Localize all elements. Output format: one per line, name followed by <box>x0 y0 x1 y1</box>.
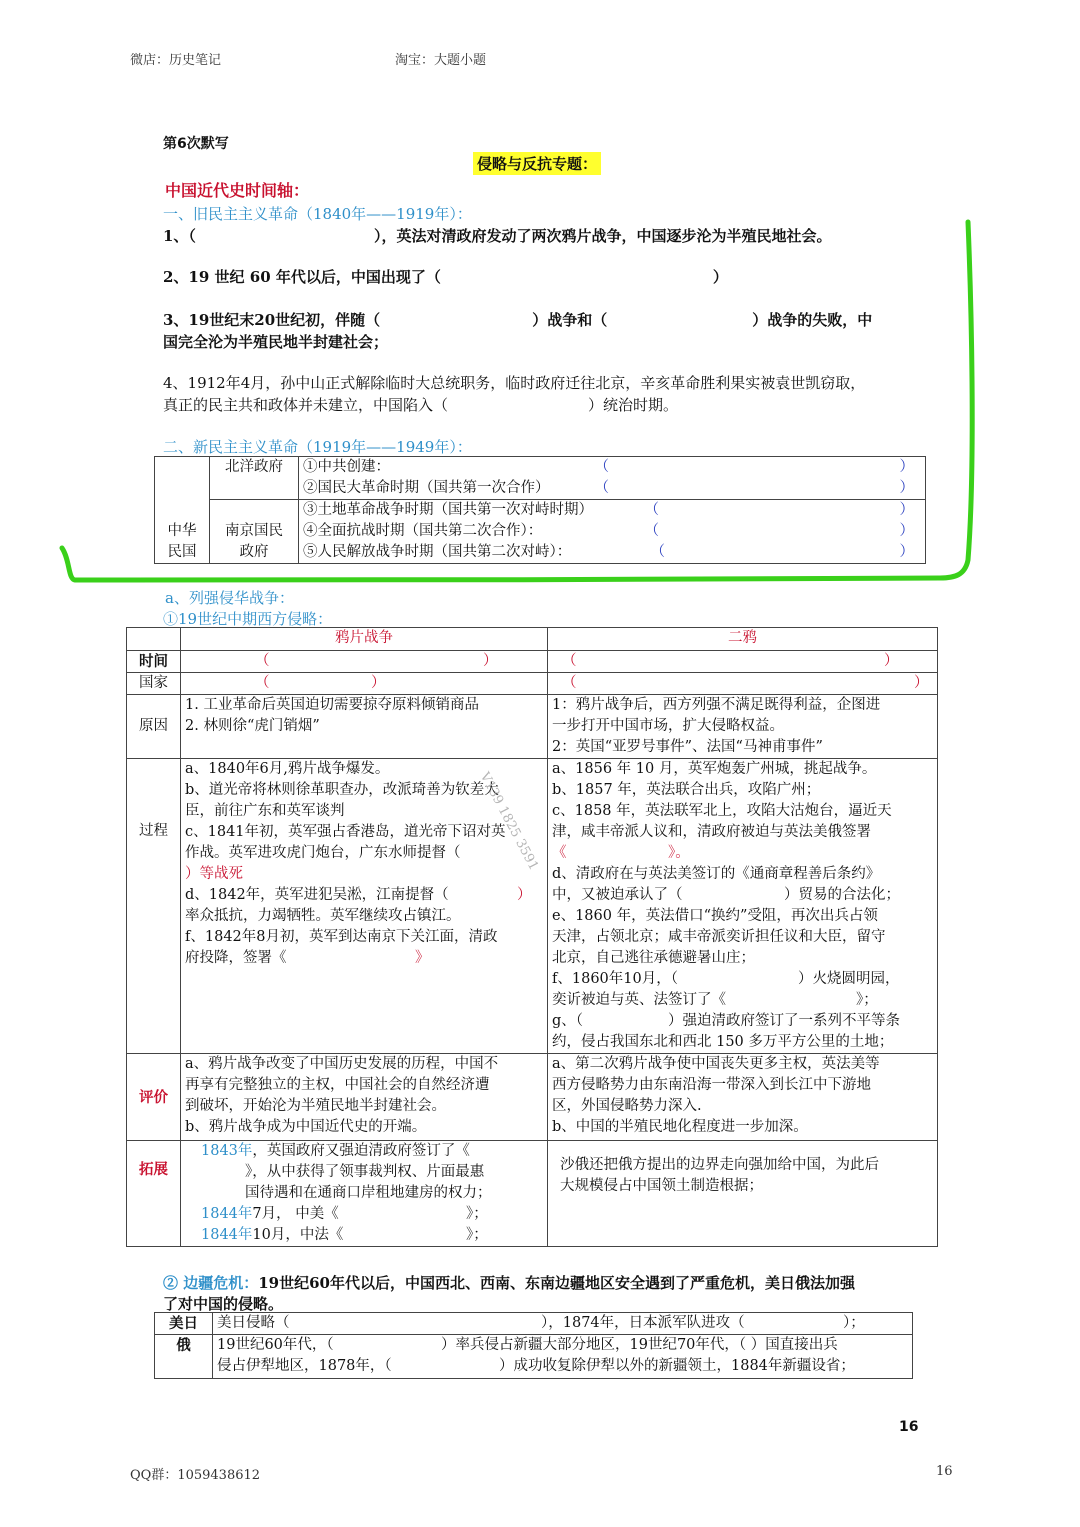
period-row-2 <box>299 478 926 500</box>
q4-line2 <box>163 394 678 415</box>
part-a-sub: ①19世纪中期西方侵略： <box>163 610 333 628</box>
proc1-f-close: 》 <box>415 950 430 966</box>
process-cell-2 <box>548 759 938 1054</box>
ext1-line-4 <box>201 1204 543 1225</box>
proc2-line-11-text: f、1860年10月，（ <box>552 971 678 987</box>
frontier-row1-head: 美日 <box>155 1313 213 1335</box>
eval2-line-2: 西方侵略势力由东南沿海一带深入到长江中下游地 <box>552 1077 871 1093</box>
ext1-text-1: ，英国政府又强迫清政府签订了《 <box>252 1143 470 1159</box>
eval1-line-2: 再享有完整独立的主权，中国社会的自然经济遭 <box>185 1077 490 1093</box>
frontier-row2-d: ）成功收复除伊犁以外的新疆领土，1884年新疆设省； <box>499 1358 855 1374</box>
proc1-line-2: b、道光帝将林则徐革职查办，改派琦善为钦差大 <box>185 782 499 798</box>
q1-part-a: 1、（ <box>163 227 196 245</box>
proc1-line-6: ）等战死 <box>185 866 243 882</box>
period-label-3: ③土地革命战争时期（国共第一次对峙时期） <box>303 502 593 518</box>
topic-title: 侵略与反抗专题： <box>473 152 601 175</box>
frontier-row2-head: 俄 <box>155 1335 213 1379</box>
proc1-line-4: c、1841年初，英军强占香港岛，道光帝下诏对英 <box>185 824 506 840</box>
timeline-title: 中国近代史时间轴： <box>165 181 310 200</box>
proc2-line-11 <box>552 969 933 990</box>
country2-close: ） <box>914 675 929 691</box>
period-label-2: ②国民大革命时期（国共第一次合作） <box>303 480 550 496</box>
q2-part-a: 2、19 世纪 60 年代以后，中国出现了（ <box>163 268 441 286</box>
ext1-text-4: 7月， 中美《 <box>252 1206 339 1222</box>
proc2-line-5 <box>552 843 933 864</box>
frontier-row1-a: 美日侵略（ <box>217 1315 290 1331</box>
nanjing-line-2: 政府 <box>239 544 269 560</box>
proc1-d-close: ） <box>517 887 532 903</box>
country1-open: （ <box>255 675 270 691</box>
period-close-5: ） <box>899 544 914 560</box>
frontier-row2-c: 侵占伊犁地区，1878年，（ <box>217 1358 392 1374</box>
proc2-line-2: b、1857 年，英法联合出兵，攻陷广州； <box>552 782 821 798</box>
proc2-g-tail: ）强迫清政府签订了一系列不平等条 <box>668 1013 900 1029</box>
doc-label: 第6次默写 <box>163 136 229 152</box>
row-time-label: 时间 <box>127 651 181 673</box>
proc2-c-open: 《 <box>552 845 567 861</box>
frontier-row1-c: ）； <box>843 1315 865 1331</box>
period-row-3 <box>299 500 926 522</box>
row-process-label: 过程 <box>127 759 181 1054</box>
country2-open: （ <box>562 675 577 691</box>
header-taobao: 淘宝：大题小题 <box>395 53 487 68</box>
war-table <box>126 627 938 1247</box>
period-open-1: （ <box>594 459 609 475</box>
ext1-text-2: 》，从中获得了领事裁判权、片面最惠 <box>245 1164 485 1180</box>
eval1-line-1: a、鸦片战争改变了中国历史发展的历程，中国不 <box>185 1056 499 1072</box>
proc2-line-7 <box>552 885 933 906</box>
eval2-line-3: 区，外国侵略势力深入. <box>552 1098 702 1114</box>
period-row-4 <box>299 521 926 542</box>
eval-cell-1 <box>181 1054 548 1141</box>
beiyang-gov: 北洋政府 <box>210 457 299 500</box>
proc1-line-3: 臣，前往广东和英军谈判 <box>185 803 345 819</box>
frontier-table <box>154 1312 913 1379</box>
proc2-line-6: d、清政府在与英法美签订的《通商章程善后条约》 <box>552 866 881 882</box>
watermark-text: V139 1825 3591 <box>476 770 542 873</box>
ext-cell-2 <box>548 1141 938 1247</box>
proc2-line-13-text: g、（ <box>552 1013 584 1029</box>
eval1-line-3: 到破坏，开始沦为半殖民地半封建社会。 <box>185 1098 446 1114</box>
time2-close: ） <box>884 653 899 669</box>
nanjing-line-1: 南京国民 <box>225 523 283 539</box>
section1-title: 一、旧民主主义革命（1840年——1919年）： <box>163 205 472 223</box>
ext1-year-1844b: 1844年 <box>201 1227 253 1243</box>
q1 <box>163 225 831 246</box>
proc1-line-7-text: d、1842年，英军进犯吴淞，江南提督（ <box>185 887 449 903</box>
country-cell-2 <box>548 673 938 695</box>
cause2-line-1: 1：鸦片战争后，西方列强不满足既得利益，企图进 <box>552 697 881 713</box>
war-head-opium: 鸦片战争 <box>181 628 548 651</box>
proc2-line-3: c、1858 年，英法联军北上，攻陷大沽炮台，逼近天 <box>552 803 892 819</box>
time1-close: ） <box>483 653 498 669</box>
period-row-5 <box>299 542 926 564</box>
proc2-line-13 <box>552 1011 933 1032</box>
cause1-line-2: 2. 林则徐“虎门销烟” <box>185 718 320 734</box>
ext1-year-1844a: 1844年 <box>201 1206 253 1222</box>
page-number: 16 <box>899 1419 919 1435</box>
period-label-5: ⑤人民解放战争时期（国共第二次对峙）： <box>303 544 572 560</box>
proc2-line-9: 天津，占领北京；咸丰帝派奕䜣担任议和大臣，留守 <box>552 929 886 945</box>
period-close-3: ） <box>899 502 914 518</box>
footer-page: 16 <box>936 1464 953 1479</box>
proc2-line-1: a、1856 年 10 月，英军炮轰广州城，挑起战争。 <box>552 761 877 777</box>
frontier-row2-a: 19世纪60年代，（ <box>217 1337 334 1353</box>
time2-open: （ <box>562 653 577 669</box>
eval-cell-2 <box>548 1054 938 1141</box>
proc1-line-8: 率众抵抗，力竭牺牲。英军继续攻占镇江。 <box>185 908 461 924</box>
country-cell-1 <box>181 673 548 695</box>
period-era <box>155 457 210 564</box>
proc1-line-7 <box>185 885 543 906</box>
eval2-line-4: b、中国的半殖民地化程度进一步加深。 <box>552 1119 808 1135</box>
nanjing-gov <box>210 500 299 564</box>
proc1-line-1: a、1840年6月,鸦片战争爆发。 <box>185 761 390 777</box>
proc1-line-10-text: 府投降，签署《 <box>185 950 287 966</box>
proc2-line-14: 约，侵占我国东北和西北 150 多万平方公里的土地； <box>552 1034 894 1050</box>
ext-cell-1 <box>181 1141 548 1247</box>
country1-close: ） <box>371 675 386 691</box>
eval2-line-1: a、第二次鸦片战争使中国丧失更多主权，英法美等 <box>552 1056 880 1072</box>
part-b-line2: 了对中国的侵略。 <box>163 1295 284 1313</box>
row-ext-label: 拓展 <box>127 1141 181 1247</box>
period-close-4: ） <box>899 523 914 539</box>
part-b-line1 <box>163 1272 855 1293</box>
frontier-row1-b: ），1874年，日本派军队进攻（ <box>541 1315 745 1331</box>
ext2-line-1: 沙俄还把俄方提出的边界走向强加给中国，为此后 <box>560 1157 879 1173</box>
proc2-f-tail: ）火烧圆明园， <box>798 971 900 987</box>
proc2-line-12-text: 奕䜣被迫与英、法签订了《 <box>552 992 726 1008</box>
row-cause-label: 原因 <box>127 695 181 759</box>
period-open-2: （ <box>594 480 609 496</box>
ext1-year-1843: 1843年 <box>201 1143 253 1159</box>
q2 <box>163 266 728 287</box>
q4-part-c: ）统治时期。 <box>588 396 679 414</box>
period-open-3: （ <box>644 502 659 518</box>
ext1-line-5 <box>201 1225 543 1246</box>
ext1-text-3: 国待遇和在通商口岸租地建房的权力； <box>245 1185 492 1201</box>
proc2-line-4: 津，咸丰帝派人议和，清政府被迫与英法美俄签署 <box>552 824 871 840</box>
ext1-text-6: 10月，中法《 <box>252 1227 344 1243</box>
ext1-text-7: 》； <box>466 1227 488 1243</box>
proc1-line-10 <box>185 948 543 969</box>
q1-part-b: ），英法对清政府发动了两次鸦片战争，中国逐步沦为半殖民地社会。 <box>373 227 832 245</box>
cause2-line-3: 2：英国“亚罗号事件”、法国“马神甫事件” <box>552 739 823 755</box>
proc2-line-8: e、1860 年，英法借口“换约”受阻，再次出兵占领 <box>552 908 878 924</box>
time-cell-1 <box>181 651 548 673</box>
frontier-row1 <box>213 1313 913 1335</box>
cause-cell-2 <box>548 695 938 759</box>
proc2-f2-tail: 》； <box>856 992 878 1008</box>
proc1-line-5: 作战。英军进攻虎门炮台，广东水师提督（ <box>185 845 461 861</box>
period-label-1: ①中共创建： <box>303 459 390 475</box>
cause1-line-1: 1. 工业革命后英国迫切需要掠夺原料倾销商品 <box>185 697 479 713</box>
row-eval-label: 评价 <box>127 1054 181 1141</box>
proc2-line-12 <box>552 990 933 1011</box>
frontier-row2-b: ）率兵侵占新疆大部分地区，19世纪70年代，（ ）国直接出兵 <box>441 1337 838 1353</box>
q3-line2: 国完全沦为半殖民地半封建社会； <box>163 333 389 351</box>
period-close-1: ） <box>899 459 914 475</box>
cause-cell-1 <box>181 695 548 759</box>
q3-part-b: ）战争和（ <box>532 311 608 329</box>
section2-title: 二、新民主主义革命（1919年——1949年）： <box>163 438 472 456</box>
part-b-label: ② 边疆危机： <box>163 1274 259 1292</box>
period-close-2: ） <box>899 480 914 496</box>
q2-part-b: ） <box>712 268 728 286</box>
q4-line1: 4、1912年4月，孙中山正式解除临时大总统职务，临时政府迁往北京，辛亥革命胜利果实被袁世凯窃取， <box>163 374 866 392</box>
period-label-4: ④全面抗战时期（国共第二次合作）： <box>303 523 543 539</box>
q3-part-a: 3、19世纪末20世纪初，伴随（ <box>163 311 381 329</box>
row-country-label: 国家 <box>127 673 181 695</box>
q3-line1 <box>163 309 872 330</box>
part-a-title: a、列强侵华战争： <box>165 589 294 607</box>
ext1-line-1 <box>201 1141 543 1162</box>
period-open-4: （ <box>644 523 659 539</box>
war-head-second: 二鸦 <box>548 628 938 651</box>
era-line-1: 中华 <box>167 523 197 539</box>
ext1-text-5: 》； <box>466 1206 488 1222</box>
period-row-1 <box>299 457 926 479</box>
proc2-d-tail: ）贸易的合法化； <box>784 887 900 903</box>
proc2-line-10: 北京，自己逃往承德避暑山庄； <box>552 950 755 966</box>
eval1-line-4: b、鸦片战争成为中国近代史的开端。 <box>185 1119 427 1135</box>
period-open-5: （ <box>650 544 665 560</box>
proc2-c-close: 》。 <box>668 845 690 861</box>
header-shop: 微店：历史笔记 <box>130 53 222 68</box>
time1-open: （ <box>255 653 270 669</box>
q4-part-b: 真正的民主共和政体并未建立，中国陷入（ <box>163 396 449 414</box>
footer-qq: QQ群：1059438612 <box>130 1468 261 1483</box>
proc1-line-9: f、1842年8月初，英军到达南京下关江面，清政 <box>185 929 498 945</box>
q3-part-c: ）战争的失败，中 <box>752 311 873 329</box>
part-b-text1: 19世纪60年代以后，中国西北、西南、东南边疆地区安全遇到了严重危机，美日俄法加强 <box>258 1274 855 1292</box>
ext2-line-2: 大规模侵占中国领土制造根据； <box>560 1178 763 1194</box>
era-line-2: 民国 <box>167 544 197 560</box>
proc2-line-7-text: 中，又被迫承认了（ <box>552 887 683 903</box>
cause2-line-2: 一步打开中国市场，扩大侵略权益。 <box>552 718 784 734</box>
period-table <box>154 456 926 564</box>
frontier-row2 <box>213 1335 913 1379</box>
war-head-blank <box>127 628 181 651</box>
time-cell-2 <box>548 651 938 673</box>
